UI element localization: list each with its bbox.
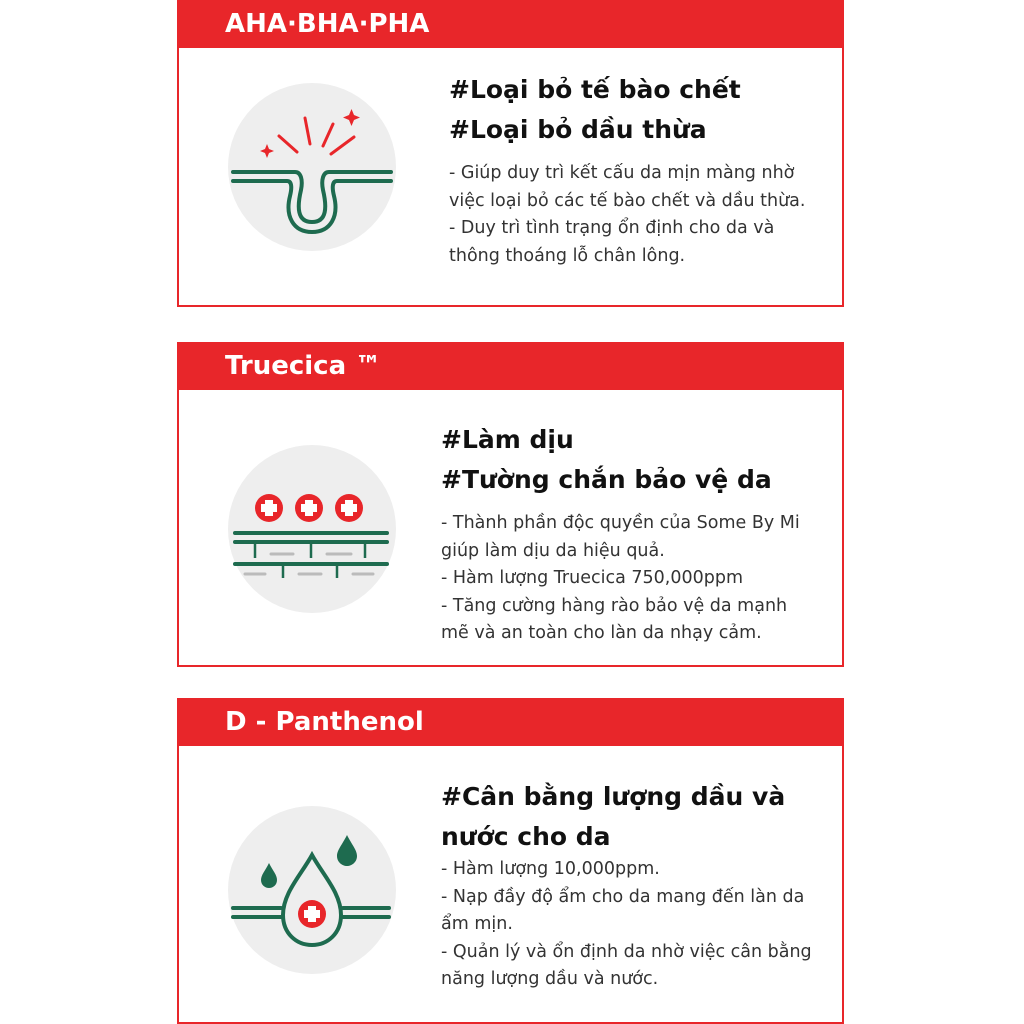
pore-exfoliation-icon [227,82,397,252]
card-aha-bha-pha [177,0,844,307]
description-line: - Giúp duy trì kết cấu da mịn màng nhờ [449,163,795,183]
description [441,510,800,648]
card-title: Truecica ™ [225,351,382,381]
description-line: - Quản lý và ổn định da nhờ việc cân bằng [441,941,812,962]
description-line: - Hàm lượng Truecica 750,000ppm [441,568,743,588]
headline-line: #Làm dịu [441,425,574,454]
headline-line: #Loại bỏ tế bào chết [449,75,741,104]
card-header [177,342,844,390]
description-line: ẩm mịn. [441,914,513,934]
description-line: việc loại bỏ các tế bào chết và dầu thừa. [449,190,806,211]
headline-line: nước cho da [441,822,611,851]
description-line: mẽ và an toàn cho làn da nhạy cảm. [441,623,762,643]
description [441,856,812,994]
card-title: D - Panthenol [225,707,424,737]
description-line: thông thoáng lỗ chân lông. [449,245,686,266]
skin-barrier-icon [227,444,397,614]
headline-line: #Cân bằng lượng dầu và [441,782,786,811]
card-title: AHA·BHA·PHA [225,9,430,39]
description-line: năng lượng dầu và nước. [441,969,659,989]
headline-line: #Loại bỏ dầu thừa [449,115,707,144]
description-line: - Thành phần độc quyền của Some By Mi [441,513,800,533]
card-header [177,698,844,746]
description-line: - Duy trì tình trạng ổn định cho da và [449,218,775,238]
headline [449,70,741,150]
headline [441,420,772,500]
card-header [177,0,844,48]
description-line: - Tăng cường hàng rào bảo vệ da mạnh [441,595,788,616]
description-line: - Hàm lượng 10,000ppm. [441,859,660,879]
description-line: giúp làm dịu da hiệu quả. [441,540,665,561]
moisture-drop-icon [227,805,397,975]
description [449,160,805,270]
card-truecica [177,342,844,667]
headline-line: #Tường chắn bảo vệ da [441,465,772,494]
card-d-panthenol [177,698,844,1024]
description-line: - Nạp đầy độ ẩm cho da mang đến làn da [441,886,805,907]
headline [441,777,785,857]
